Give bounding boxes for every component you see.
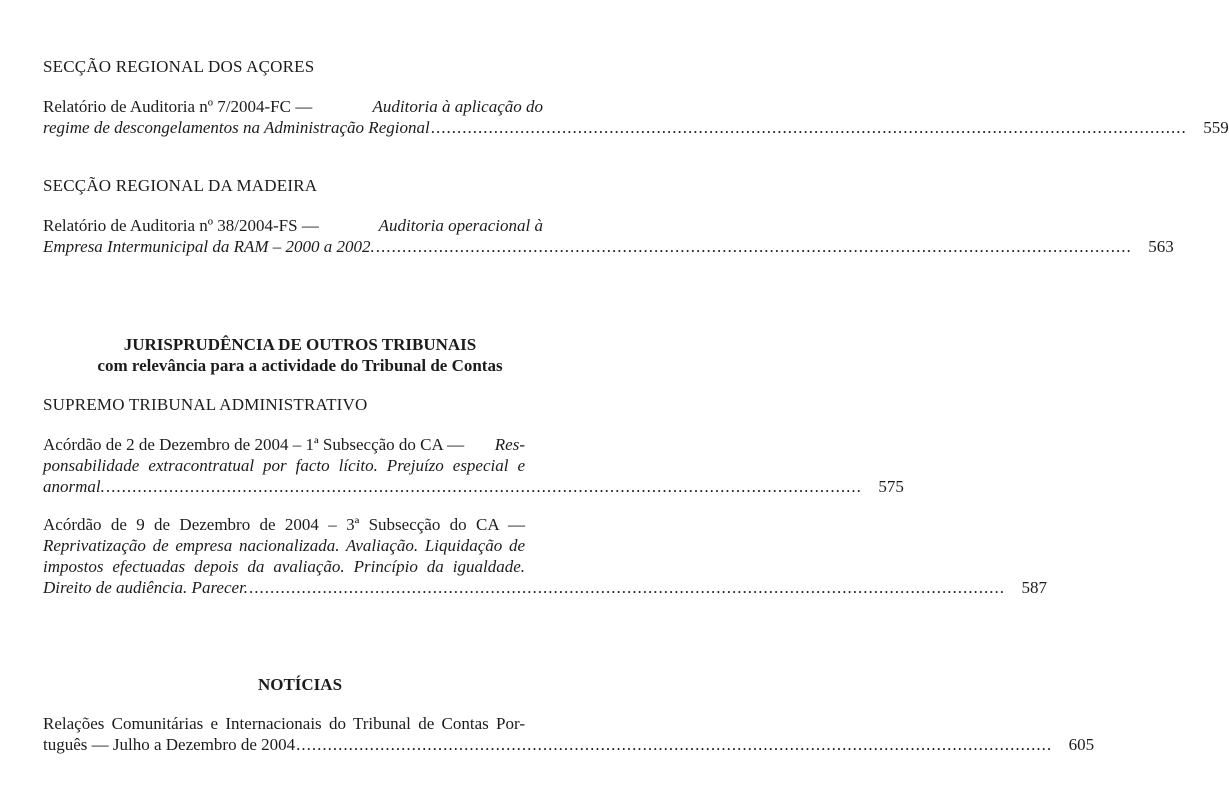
entry-text-line: Relações Comunitárias e Internacionais do Tribunal de Contas Por- bbox=[43, 714, 525, 733]
toc-entry-587[interactable] bbox=[43, 514, 1048, 598]
entry-title-end: Direito de audiência. Parecer. bbox=[43, 578, 249, 597]
entry-lead: Acórdão de 9 de Dezembro de 2004 – 3ª Subsecção do CA — bbox=[43, 515, 525, 534]
toc-entry-575[interactable] bbox=[43, 434, 904, 497]
page-number: 559 bbox=[1203, 118, 1229, 137]
entry-title-start: Auditoria à aplicação do bbox=[372, 97, 543, 116]
entry-line bbox=[43, 713, 525, 734]
leader-dots: ................................................................................................................................................ bbox=[105, 477, 862, 496]
entry-line bbox=[43, 455, 525, 476]
entry-last-line bbox=[43, 577, 1048, 598]
leader-dots: ................................................................................................................................................ bbox=[375, 237, 1132, 256]
toc-entry-559[interactable] bbox=[43, 96, 1229, 138]
page-number: 575 bbox=[878, 477, 904, 496]
section-title-madeira: SECÇÃO REGIONAL DA MADEIRA bbox=[43, 176, 318, 195]
leader-dots: ................................................................................................................................................ bbox=[296, 735, 1053, 754]
entry-title-end: regime de descongelamentos na Administração Regional bbox=[43, 118, 430, 137]
jurisprudencia-heading: JURISPRUDÊNCIA DE OUTROS TRIBUNAIS bbox=[123, 335, 477, 354]
section-title-supremo-tribunal: SUPREMO TRIBUNAL ADMINISTRATIVO bbox=[43, 395, 368, 414]
entry-line bbox=[43, 215, 585, 236]
page-number: 605 bbox=[1068, 735, 1095, 754]
entry-last-line bbox=[43, 117, 1229, 138]
entry-line bbox=[43, 556, 525, 577]
leader-dots: ................................................................................................................................................ bbox=[249, 578, 1006, 597]
entry-lead: Relatório de Auditoria nº 7/2004-FC — bbox=[43, 97, 313, 116]
entry-line bbox=[43, 434, 525, 455]
noticias-heading: NOTÍCIAS bbox=[257, 675, 343, 694]
page-number: 563 bbox=[1148, 237, 1174, 256]
entry-last-line bbox=[43, 236, 1174, 257]
entry-line bbox=[43, 96, 585, 117]
leader-dots: ................................................................................................................................................ bbox=[430, 118, 1187, 137]
toc-entry-563[interactable] bbox=[43, 215, 1174, 257]
entry-title-end: Empresa Intermunicipal da RAM – 2000 a 2002. bbox=[43, 237, 375, 256]
page-number: 587 bbox=[1021, 578, 1048, 597]
entry-title-end: anormal. bbox=[43, 477, 105, 496]
entry-title-start: Res- bbox=[494, 435, 525, 454]
jurisprudencia-subheading: com relevância para a actividade do Tribunal de Contas bbox=[97, 356, 503, 375]
entry-last-line bbox=[43, 476, 904, 497]
entry-text-end: tuguês — Julho a Dezembro de 2004 bbox=[43, 735, 296, 754]
entry-lead: Relatório de Auditoria nº 38/2004-FS — bbox=[43, 216, 319, 235]
toc-entry-605[interactable] bbox=[43, 713, 1095, 755]
entry-last-line bbox=[43, 734, 1095, 755]
entry-line bbox=[43, 535, 525, 556]
entry-title-line: impostos efectuadas depois da avaliação. Princípio da igualdade. bbox=[43, 557, 525, 576]
entry-title-start: Auditoria operacional à bbox=[378, 216, 543, 235]
entry-title-middle: ponsabilidade extracontratual por facto lícito. Prejuízo especial e bbox=[43, 456, 525, 475]
entry-line bbox=[43, 514, 525, 535]
entry-title-line: Reprivatização de empresa nacionalizada. Avaliação. Liquidação de bbox=[43, 536, 525, 555]
entry-lead: Acórdão de 2 de Dezembro de 2004 – 1ª Subsecção do CA — bbox=[43, 435, 465, 454]
section-title-acores: SECÇÃO REGIONAL DOS AÇORES bbox=[43, 57, 315, 76]
